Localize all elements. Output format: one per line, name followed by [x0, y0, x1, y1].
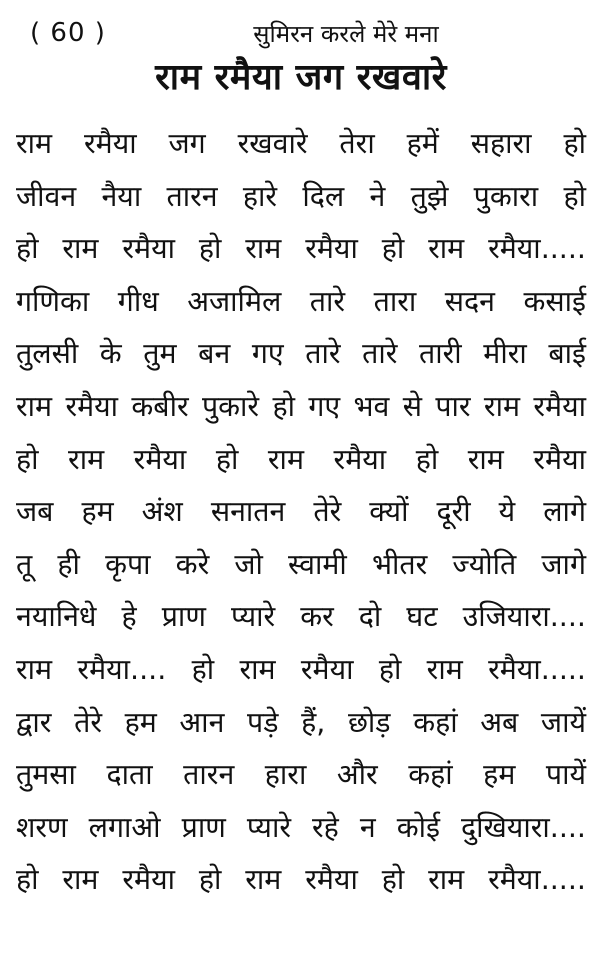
verse-line: राम रमैया.... हो राम रमैया हो राम रमैया..... [16, 652, 586, 686]
page-header [16, 0, 586, 56]
running-title: सुमिरन करले मेरे मना [253, 20, 439, 48]
verse-line: राम रमैया जग रखवारे तेरा हमें सहारा हो [16, 127, 586, 160]
verse-line: जब हम अंश सनातन तेरे क्यों दूरी ये लागे [16, 495, 586, 529]
verse-line: तू ही कृपा करे जो स्वामी भीतर ज्योति जागे [16, 547, 586, 581]
page-number: ( 60 ) [30, 18, 106, 48]
verse-line: हो राम रमैया हो राम रमैया हो राम रमैया..... [16, 863, 586, 897]
verse-line: राम रमैया कबीर पुकारे हो गए भव से पार राम रमैया [16, 389, 586, 423]
verse-line: तुलसी के तुम बन गए तारे तारे तारी मीरा बाई [16, 337, 586, 371]
verse-line: शरण लगाओ प्राण प्यारे रहे न कोई दुखियारा.... [16, 810, 586, 844]
verse-line: तुमसा दाता तारन हारा और कहां हम पायें [16, 758, 586, 792]
verse-line: नयानिधे हे प्राण प्यारे कर दो घट उजियारा.... [16, 600, 586, 634]
verse-line: जीवन नैया तारन हारे दिल ने तुझे पुकारा हो [16, 179, 586, 213]
verse-line: हो राम रमैया हो राम रमैया हो राम रमैया..... [16, 232, 586, 266]
verse-list [16, 118, 586, 907]
verse-line: द्वार तेरे हम आन पड़े हैं, छोड़ कहां अब जायें [16, 705, 586, 739]
verse-line: गणिका गीध अजामिल तारे तारा सदन कसाई [16, 284, 586, 318]
verse-line: हो राम रमैया हो राम रमैया हो राम रमैया [16, 442, 586, 476]
song-title: राम रमैया जग रखवारे [155, 57, 447, 98]
